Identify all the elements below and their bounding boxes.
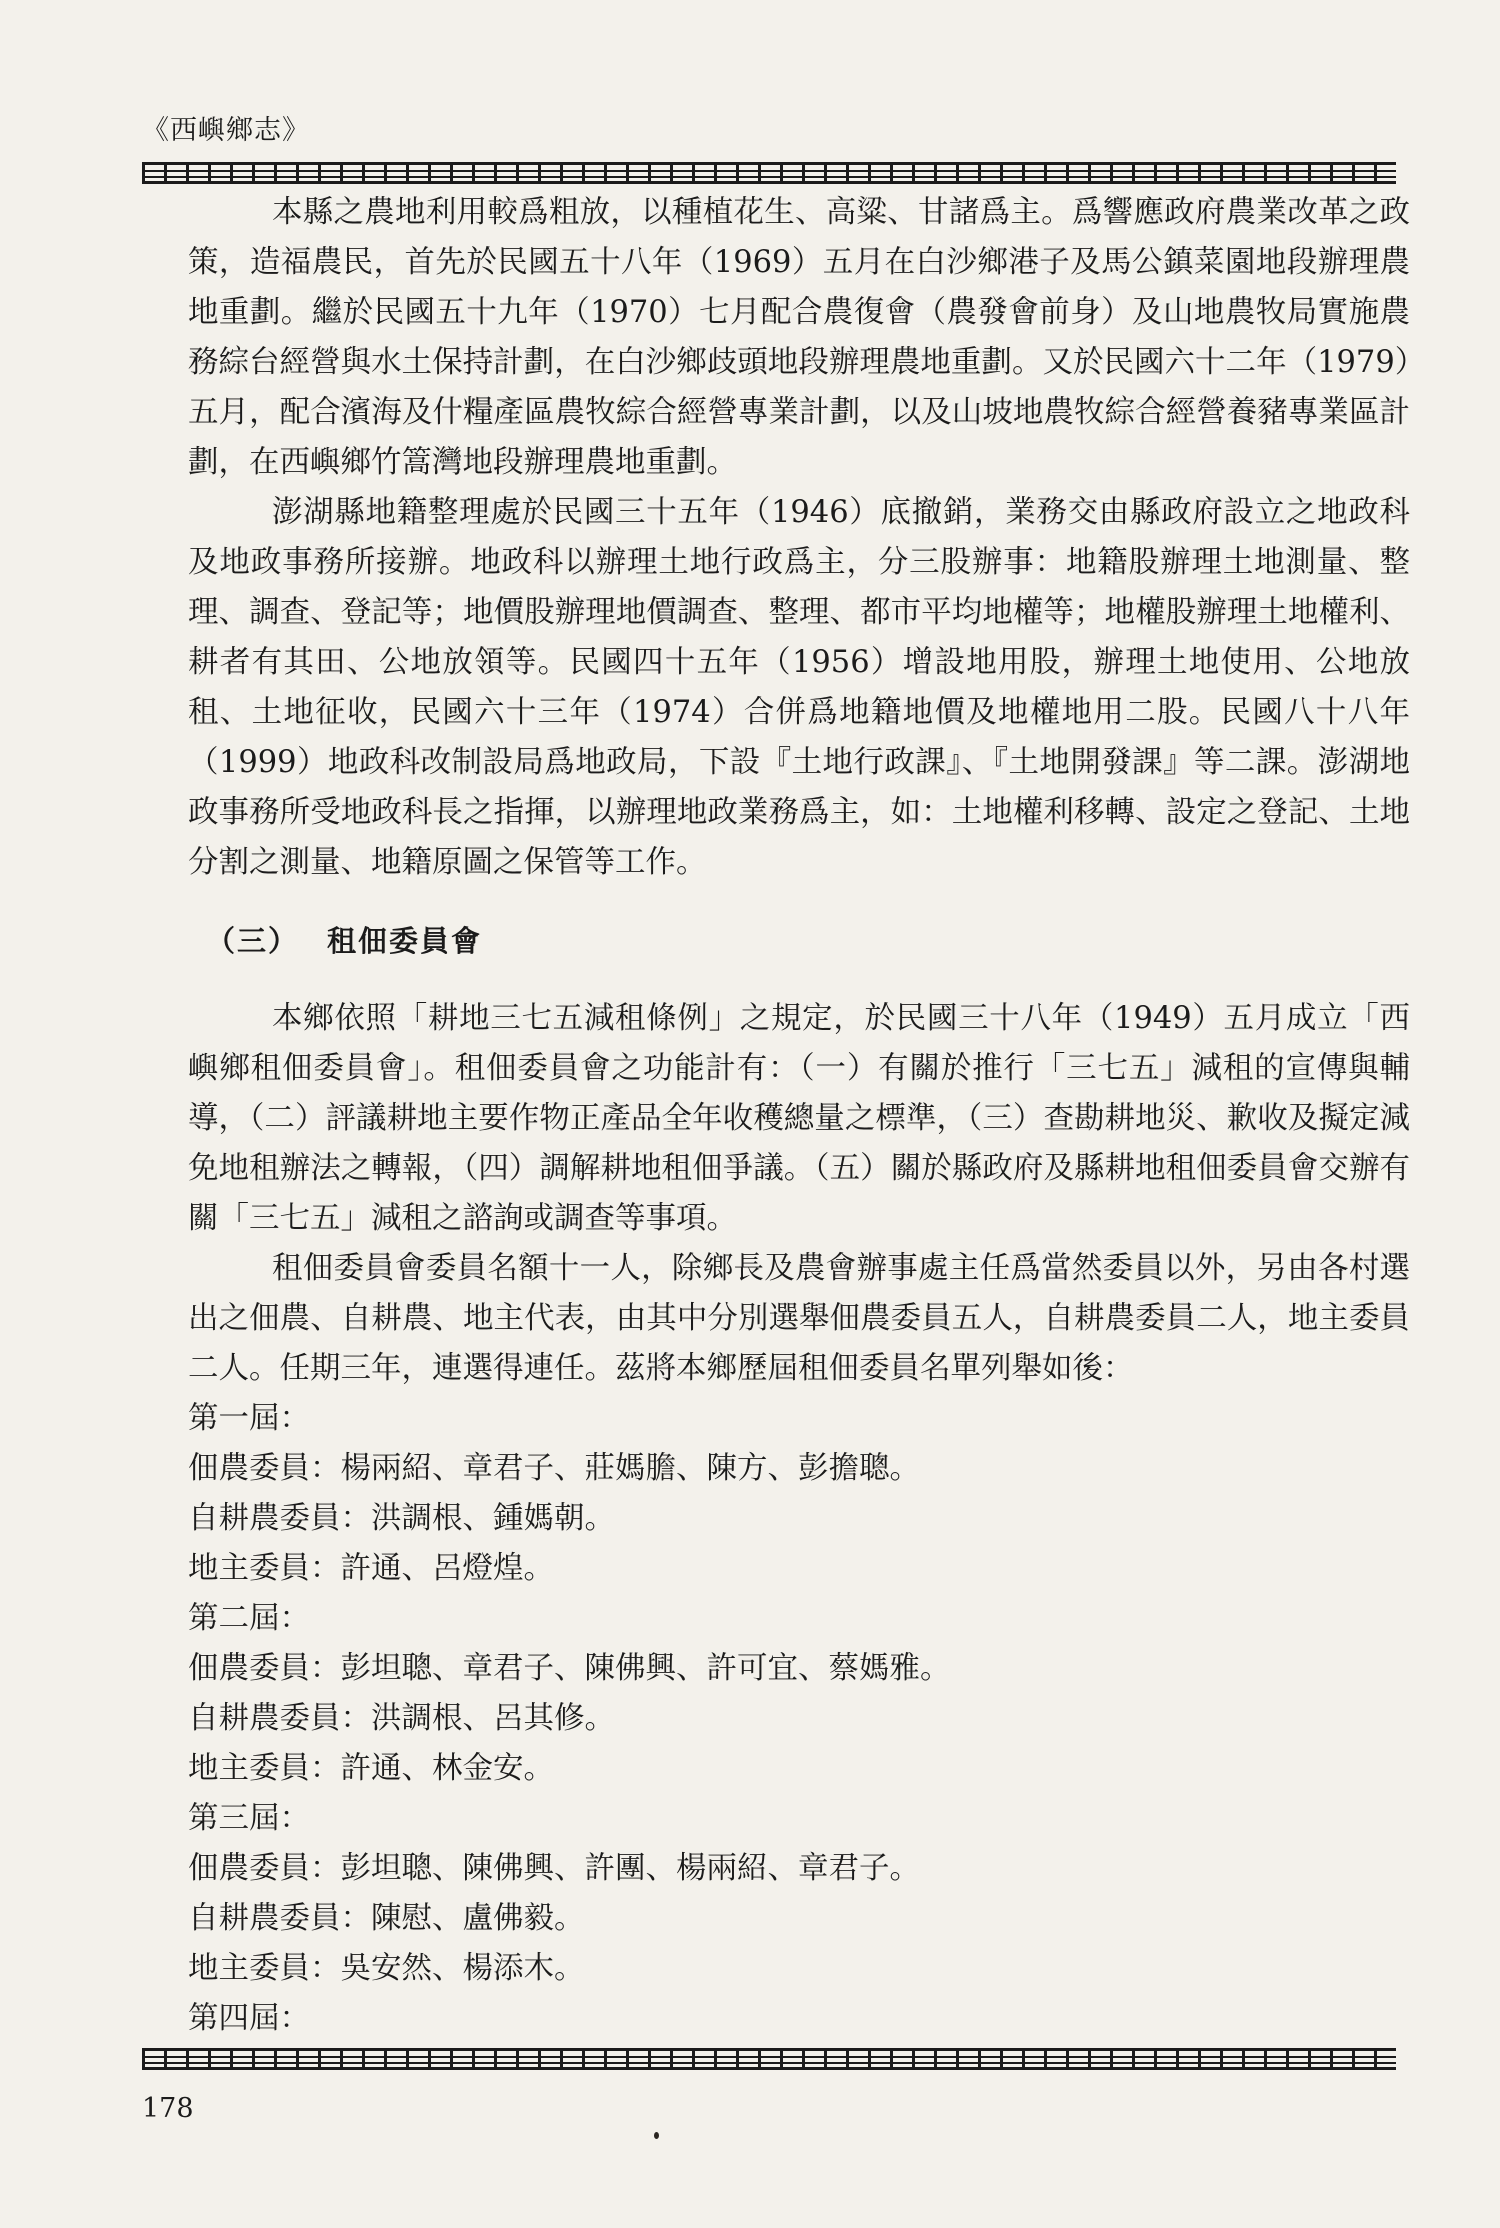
paragraph-land-consolidation: 本縣之農地利用較爲粗放，以種植花生、高粱、甘諸爲主。爲響應政府農業改革之政策，造福農民，首先於民國五十八年（1969）五月在白沙鄉港子及馬公鎮菜園地段辦理農地重劃。繼於民國五十九年（1970）七月配合農復會（農發會前身）及山地農牧局實施農務綜台經營與水土保持計劃，在白沙鄉歧頭地段辦理農地重劃。又於民國六十二年（1979）五月，配合濱海及什糧產區農牧綜合經營專業計劃，以及山坡地農牧綜合經營養豬專業區計劃，在西嶼鄉竹篙灣地段辦理農地重劃。 [188,195,1410,480]
paragraph-land-administration: 澎湖縣地籍整理處於民國三十五年（1946）底撤銷，業務交由縣政府設立之地政科及地政事務所接辦。地政科以辦理土地行政爲主，分三股辦事：地籍股辦理土地測量、整理、調查、登記等；地價股辦理地價調查、整理、都市平均地權等；地權股辦理土地權利、耕者有其田、公地放領等。民國四十五年（1956）增設地用股，辦理土地使用、公地放租、土地征收，民國六十三年（1974）合併爲地籍地價及地權地用二股。民國八十八年（1999）地政科改制設局爲地政局，下設『土地行政課』、『土地開發課』等二課。澎湖地政事務所受地政科長之指揮，以辦理地政業務爲主，如：土地權利移轉、設定之登記、土地分割之測量、地籍原圖之保管等工作。 [188,495,1410,880]
term-2-tenant-members: 佃農委員：彭坦聰、章君子、陳佛興、許可宜、蔡媽雅。 [188,1651,951,1686]
term-3-label: 第三屆： [188,1801,310,1836]
term-4-label: 第四屆： [188,2001,310,2036]
section-title: 租佃委員會 [327,924,483,958]
term-3-tenant-members: 佃農委員：彭坦聰、陳佛興、許團、楊兩紹、章君子。 [188,1851,920,1886]
term-3-landlord-members: 地主委員：吳安然、楊添木。 [188,1951,585,1986]
book-title: 《西嶼鄉志》 [142,115,310,146]
term-2-label: 第二屆： [188,1601,310,1636]
term-1-tenant-members: 佃農委員：楊兩紹、章君子、莊媽膽、陳方、彭擔聰。 [188,1451,920,1486]
term-1-label: 第一屆： [188,1401,310,1436]
page-number: 178 [142,2093,194,2124]
term-2-owner-farmer-members: 自耕農委員：洪調根、呂其修。 [188,1701,615,1736]
section-heading [206,916,1410,966]
top-greek-key-border [142,162,1396,184]
term-3-owner-farmer-members: 自耕農委員：陳慰、盧佛毅。 [188,1901,585,1936]
term-1-landlord-members: 地主委員：許通、呂燈煌。 [188,1551,554,1586]
term-2-landlord-members: 地主委員：許通、林金安。 [188,1751,554,1786]
term-1-owner-farmer-members: 自耕農委員：洪調根、鍾媽朝。 [188,1501,615,1536]
bottom-greek-key-border [142,2048,1396,2070]
section-number: （三） [206,924,300,958]
page-body [188,188,1410,2044]
ink-speck [654,2132,659,2139]
paragraph-committee-establishment: 本鄉依照「耕地三七五減租條例」之規定，於民國三十八年（1949）五月成立「西嶼鄉租佃委員會」。租佃委員會之功能計有：（一）有關於推行「三七五」減租的宣傳與輔導，（二）評議耕地主要作物正產品全年收穫總量之標準，（三）查勘耕地災、歉收及擬定減免地租辦法之轉報，（四）調解耕地租佃爭議。（五）關於縣政府及縣耕地租佃委員會交辦有關「三七五」減租之諮詢或調查等事項。 [188,1001,1410,1236]
paragraph-committee-membership: 租佃委員會委員名額十一人，除鄉長及農會辦事處主任爲當然委員以外，另由各村選出之佃農、自耕農、地主代表，由其中分別選舉佃農委員五人，自耕農委員二人，地主委員二人。任期三年，連選得連任。茲將本鄉歷屆租佃委員名單列舉如後： [188,1251,1410,1386]
